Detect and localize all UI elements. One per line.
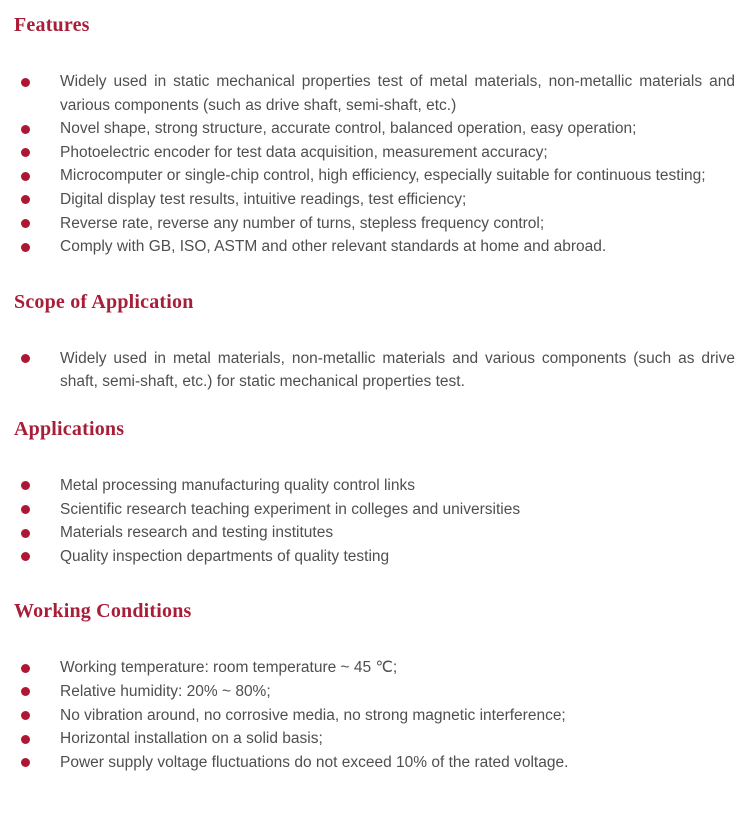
list-item-text: Power supply voltage fluctuations do not exceed 10% of the rated voltage. [60, 753, 569, 771]
list-item-text: Metal processing manufacturing quality control links [60, 476, 415, 494]
bullet-icon [21, 195, 30, 204]
bullet-icon [21, 219, 30, 228]
list-item [0, 212, 750, 236]
list-item [0, 656, 750, 680]
list-item-text: Horizontal installation on a solid basis; [60, 730, 323, 748]
list-item [0, 521, 750, 545]
list-item-text: Photoelectric encoder for test data acquisition, measurement accuracy; [60, 143, 548, 161]
scope-list [0, 347, 750, 394]
list-item [0, 188, 750, 212]
list-item-text: Widely used in static mechanical properties test of metal materials, non-metallic materials and various components (such as drive shaft, semi-shaft, etc.) [60, 73, 735, 114]
list-item-text: Scientific research teaching experiment in colleges and universities [60, 500, 521, 518]
bullet-icon [21, 735, 30, 744]
list-item [0, 347, 750, 394]
list-item-text: Novel shape, strong structure, accurate control, balanced operation, easy operation; [60, 120, 637, 138]
bullet-icon [21, 758, 30, 767]
list-item [0, 70, 750, 117]
bullet-icon [21, 172, 30, 181]
features-list [0, 70, 750, 259]
bullet-icon [21, 687, 30, 696]
list-item [0, 727, 750, 751]
list-item [0, 164, 750, 188]
working-conditions-list [0, 656, 750, 774]
bullet-icon [21, 148, 30, 157]
bullet-icon [21, 354, 30, 363]
applications-list [0, 474, 750, 568]
bullet-icon [21, 529, 30, 538]
list-item [0, 545, 750, 569]
section-heading-features: Features [14, 14, 90, 36]
list-item [0, 117, 750, 141]
bullet-icon [21, 125, 30, 134]
list-item [0, 751, 750, 775]
bullet-icon [21, 711, 30, 720]
bullet-icon [21, 664, 30, 673]
list-item-text: Relative humidity: 20% ~ 80%; [60, 682, 271, 700]
section-heading-working-conditions: Working Conditions [14, 600, 192, 623]
list-item [0, 141, 750, 165]
list-item [0, 498, 750, 522]
list-item [0, 235, 750, 259]
list-item-text: Reverse rate, reverse any number of turns, stepless frequency control; [60, 214, 545, 232]
list-item-text: Comply with GB, ISO, ASTM and other relevant standards at home and abroad. [60, 238, 607, 256]
section-heading-applications: Applications [14, 417, 125, 440]
list-item-text: Working temperature: room temperature ~ 45 ℃; [60, 659, 398, 677]
list-item [0, 474, 750, 498]
bullet-icon [21, 78, 30, 87]
list-item [0, 704, 750, 728]
list-item-text: Digital display test results, intuitive readings, test efficiency; [60, 190, 467, 208]
bullet-icon [21, 481, 30, 490]
list-item [0, 680, 750, 704]
product-spec-page [0, 14, 750, 833]
list-item-text: Quality inspection departments of quality testing [60, 547, 390, 565]
bullet-icon [21, 505, 30, 514]
bullet-icon [21, 243, 30, 252]
list-item-text: Microcomputer or single-chip control, high efficiency, especially suitable for continuous testing; [60, 167, 706, 185]
bullet-icon [21, 552, 30, 561]
list-item-text: Widely used in metal materials, non-metallic materials and various components (such as drive shaft, semi-shaft, etc.) for static mechanical properties test. [60, 349, 735, 391]
list-item-text: Materials research and testing institutes [60, 524, 334, 542]
section-heading-scope-of-application: Scope of Application [14, 290, 194, 313]
list-item-text: No vibration around, no corrosive media, no strong magnetic interference; [60, 706, 566, 724]
